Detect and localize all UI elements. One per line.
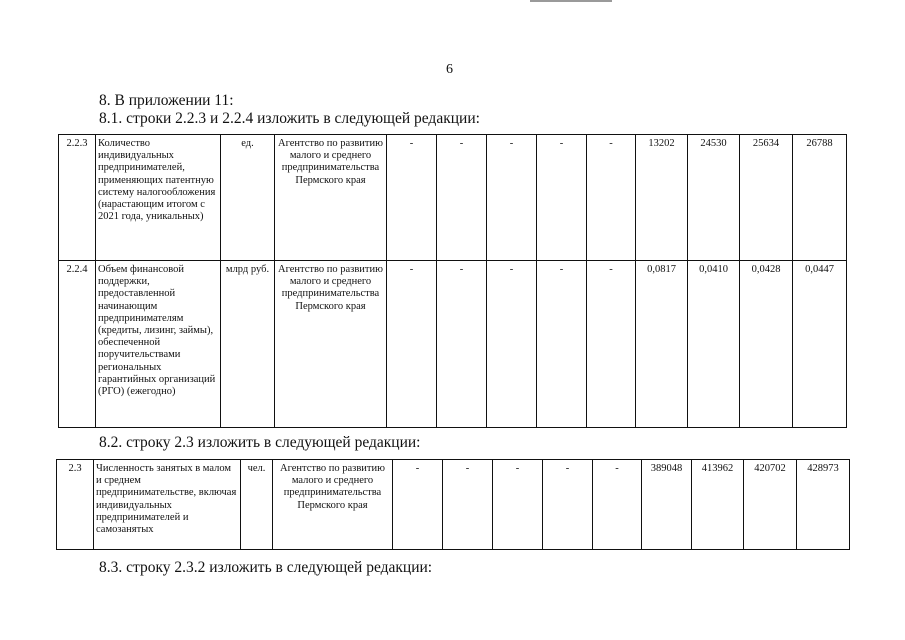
page-number: 6 (446, 62, 453, 77)
row-number: 2.3 (57, 460, 94, 550)
dash-cell: - (537, 135, 587, 261)
value-cell: 0,0410 (688, 261, 740, 428)
paragraph-8-1: 8.1. строки 2.2.3 и 2.2.4 изложить в следующей редакции: (99, 110, 480, 127)
value-cell: 0,0817 (636, 261, 688, 428)
unit: чел. (241, 460, 273, 550)
unit: ед. (221, 135, 275, 261)
table-rows-2-2-3-2-2-4 (58, 134, 847, 428)
dash-cell: - (543, 460, 593, 550)
indicator-name: Объем финансовой поддержки, предоставленной начинающим предпринимателям (кредиты, лизинг, займы), обеспеченной поручительствами региональных гарантийных организаций (РГО) (ежегодно) (96, 261, 221, 428)
executor: Агентство по развитию малого и среднего предпринимательства Пермского края (275, 261, 387, 428)
executor: Агентство по развитию малого и среднего предпринимательства Пермского края (275, 135, 387, 261)
value-cell: 13202 (636, 135, 688, 261)
table-row-2-3 (56, 459, 850, 550)
executor: Агентство по развитию малого и среднего предпринимательства Пермского края (273, 460, 393, 550)
dash-cell: - (437, 135, 487, 261)
dash-cell: - (387, 135, 437, 261)
dash-cell: - (487, 261, 537, 428)
scan-edge-line (530, 0, 612, 2)
value-cell: 428973 (797, 460, 850, 550)
value-cell: 420702 (744, 460, 797, 550)
value-cell: 413962 (692, 460, 744, 550)
dash-cell: - (593, 460, 642, 550)
row-number: 2.2.3 (59, 135, 96, 261)
dash-cell: - (393, 460, 443, 550)
row-number: 2.2.4 (59, 261, 96, 428)
table-row (57, 460, 850, 550)
value-cell: 26788 (793, 135, 847, 261)
indicator-name: Количество индивидуальных предпринимателей, применяющих патентную систему налогообложения (нарастающим итогом с 2021 года, уникальных) (96, 135, 221, 261)
paragraph-8-2: 8.2. строку 2.3 изложить в следующей редакции: (99, 434, 421, 451)
paragraph-8: 8. В приложении 11: (99, 92, 234, 109)
value-cell: 0,0428 (740, 261, 793, 428)
table-row (59, 261, 847, 428)
unit: млрд руб. (221, 261, 275, 428)
dash-cell: - (587, 135, 636, 261)
dash-cell: - (487, 135, 537, 261)
table-row (59, 135, 847, 261)
dash-cell: - (493, 460, 543, 550)
value-cell: 25634 (740, 135, 793, 261)
dash-cell: - (443, 460, 493, 550)
dash-cell: - (387, 261, 437, 428)
dash-cell: - (587, 261, 636, 428)
value-cell: 389048 (642, 460, 692, 550)
dash-cell: - (537, 261, 587, 428)
indicator-name: Численность занятых в малом и среднем предпринимательстве, включая индивидуальных предпринимателей и самозанятых (94, 460, 241, 550)
value-cell: 0,0447 (793, 261, 847, 428)
dash-cell: - (437, 261, 487, 428)
value-cell: 24530 (688, 135, 740, 261)
paragraph-8-3: 8.3. строку 2.3.2 изложить в следующей редакции: (99, 559, 433, 576)
